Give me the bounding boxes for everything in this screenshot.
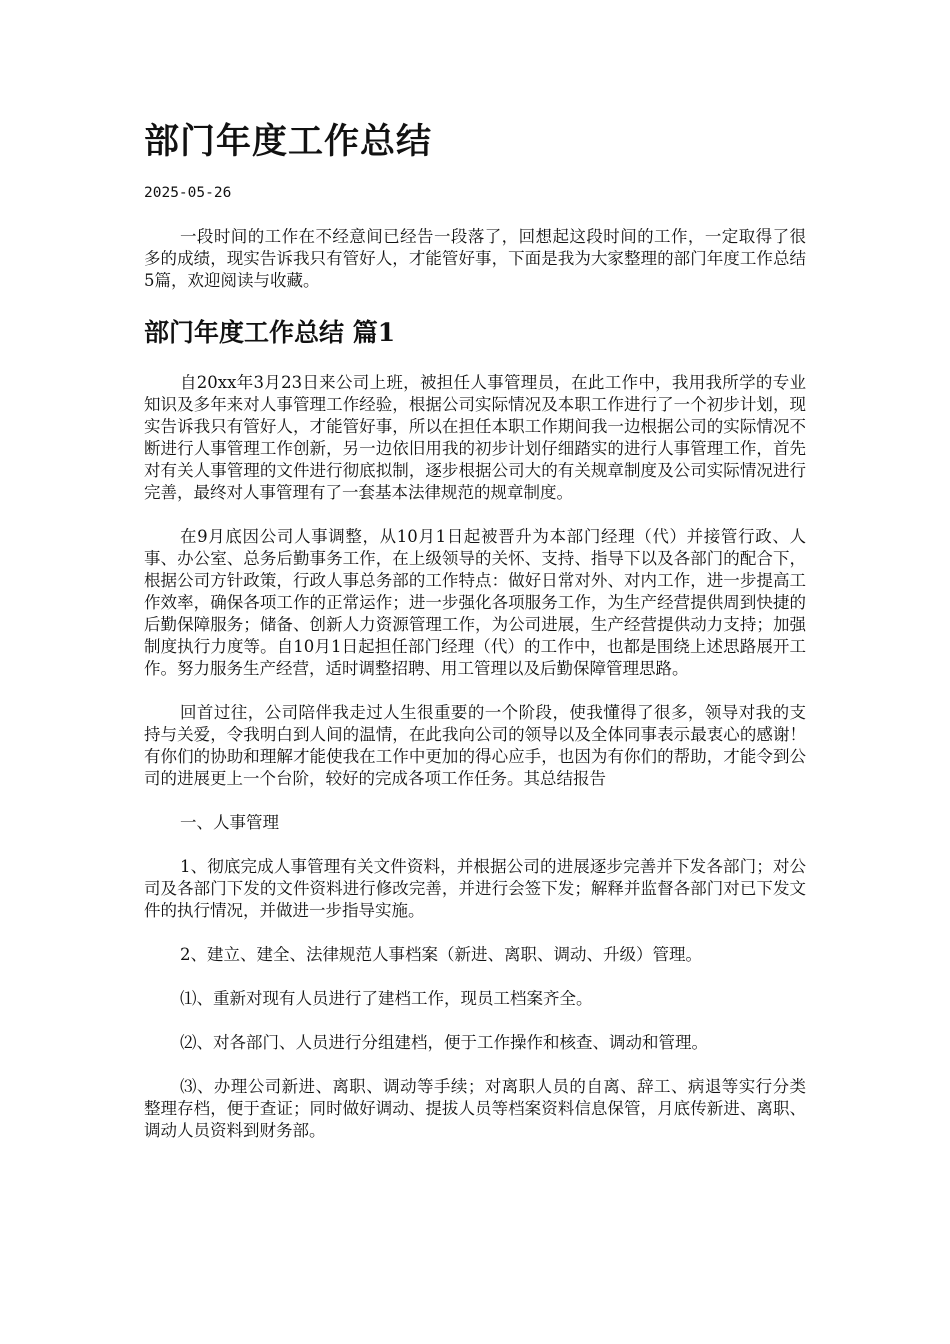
list-item: ⑶、办理公司新进、离职、调动等手续；对离职人员的自离、辞工、病退等实行分类整理存档，便于查证；同时做好调动、提拔人员等档案资料信息保管，月底传新进、离职、调动人员资料到财务部。 bbox=[144, 1077, 806, 1140]
list-item: ⑵、对各部门、人员进行分组建档，便于工作操作和核查、调动和管理。 bbox=[180, 1033, 708, 1052]
document-title: 部门年度工作总结 bbox=[144, 121, 433, 162]
body-paragraph: 在9月底因公司人事调整，从10月1日起被晋升为本部门经理（代）并接管行政、人事、办公室、总务后勤事务工作，在上级领导的关怀、支持、指导下以及各部门的配合下，根据公司方针政策，行政人事总务部的工作特点：做好日常对外、对内工作，进一步提高工作效率，确保各项工作的正常运作；进一步强化各项服务工作，为生产经营提供周到快捷的后勤保障服务；储备、创新人力资源管理工作，为公司进展，生产经营提供动力支持；加强制度执行力度等。自10月1日起担任部门经理（代）的工作中，也都是围绕上述思路展开工作。努力服务生产经营，适时调整招聘、用工管理以及后勤保障管理思路。 bbox=[144, 527, 806, 678]
body-paragraph: 自20xx年3月23日来公司上班，被担任人事管理员，在此工作中，我用我所学的专业知识及多年来对人事管理工作经验，根据公司实际情况及本职工作进行了一个初步计划，现实告诉我只有管好人，才能管好事，所以在担任本职工作期间我一边根据公司的实际情况不断进行人事管理工作创新，另一边依旧用我的初步计划仔细踏实的进行人事管理工作，首先对有关人事管理的文件进行彻底拟制，逐步根据公司大的有关规章制度及公司实际情况进行完善，最终对人事管理有了一套基本法律规范的规章制度。 bbox=[144, 373, 806, 502]
subsection-heading: 一、人事管理 bbox=[180, 813, 279, 832]
body-paragraph: 回首过往，公司陪伴我走过人生很重要的一个阶段，使我懂得了很多，领导对我的支持与关爱，令我明白到人间的温情，在此我向公司的领导以及全体同事表示最衷心的感谢！有你们的协助和理解才能使我在工作中更加的得心应手，也因为有你们的帮助，才能令到公司的进展更上一个台阶，较好的完成各项工作任务。其总结报告 bbox=[144, 703, 806, 788]
document-body bbox=[144, 226, 806, 1164]
document-date: 2025-05-26 bbox=[144, 185, 232, 201]
body-paragraph: 2、建立、建全、法律规范人事档案（新进、离职、调动、升级）管理。 bbox=[180, 945, 702, 964]
list-item: ⑴、重新对现有人员进行了建档工作，现员工档案齐全。 bbox=[180, 989, 593, 1008]
intro-paragraph: 一段时间的工作在不经意间已经告一段落了，回想起这段时间的工作，一定取得了很多的成绩，现实告诉我只有管好人，才能管好事，下面是我为大家整理的部门年度工作总结5篇，欢迎阅读与收藏。 bbox=[144, 227, 806, 290]
body-paragraph: 1、彻底完成人事管理有关文件资料，并根据公司的进展逐步完善并下发各部门；对公司及各部门下发的文件资料进行修改完善，并进行会签下发；解释并监督各部门对已下发文件的执行情况，并做进一步指导实施。 bbox=[144, 857, 806, 920]
section-heading: 部门年度工作总结 篇1 bbox=[144, 318, 396, 347]
